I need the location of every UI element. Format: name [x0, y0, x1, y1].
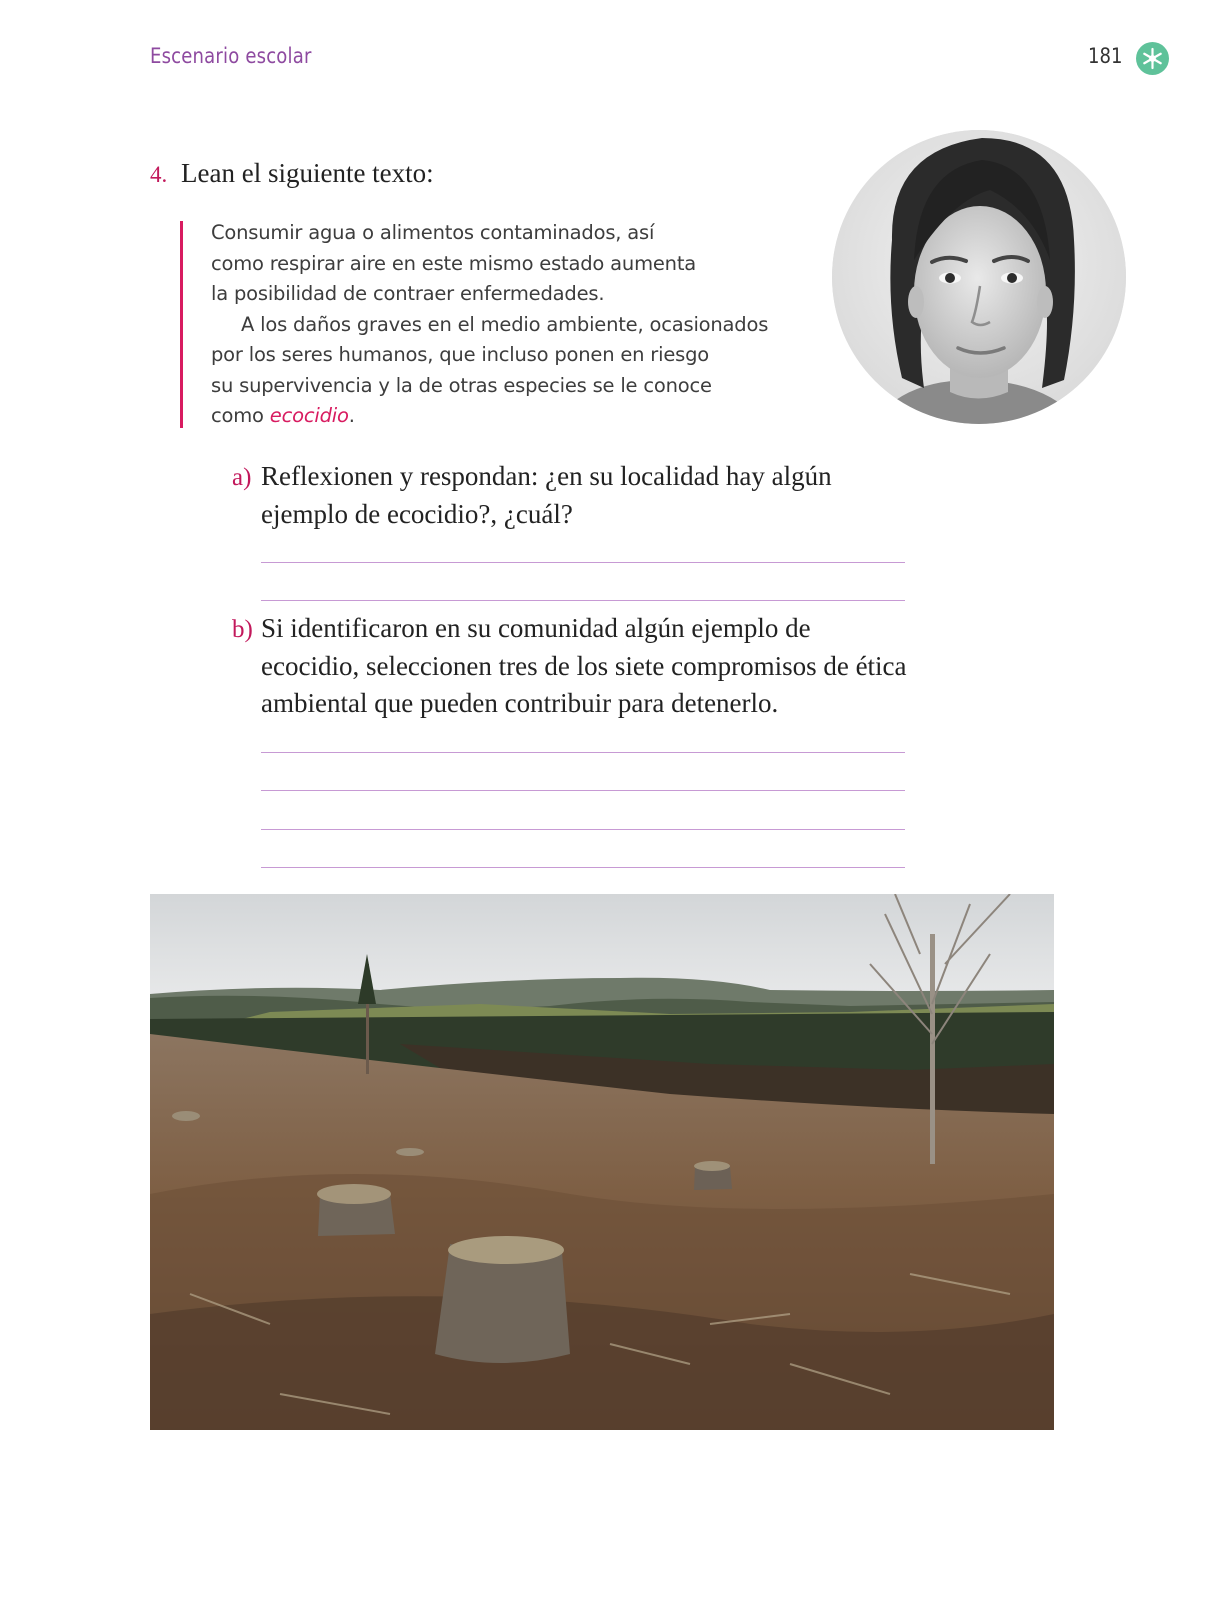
quote-suffix: . — [348, 404, 355, 427]
deforestation-photo — [150, 894, 1054, 1430]
item-a-line: ejemplo de ecocidio?, ¿cuál? — [261, 498, 573, 529]
answer-line-b4[interactable] — [261, 867, 905, 868]
quote-bar — [180, 221, 183, 428]
question-number: 4. — [150, 162, 168, 187]
quote-line: como respirar aire en este mismo estado aumenta — [211, 251, 697, 275]
item-b-text — [261, 610, 921, 723]
snowflake-icon — [1136, 42, 1169, 75]
page-number: 181 — [1088, 44, 1123, 68]
question-title: Lean el siguiente texto: — [181, 158, 434, 188]
item-b-letter: b) — [232, 616, 253, 643]
quote-prefix: como — [211, 404, 270, 427]
quote-line-last — [211, 401, 811, 432]
quote-line: Consumir agua o alimentos contaminados, así — [211, 221, 655, 244]
section-title: Escenario escolar — [150, 44, 312, 68]
item-b-line: ambiental que pueden contribuir para detenerlo. — [261, 688, 779, 718]
girl-portrait — [832, 130, 1126, 424]
answer-line-b1[interactable] — [261, 752, 905, 753]
answer-line-b2[interactable] — [261, 790, 905, 791]
item-a-text — [261, 458, 921, 533]
quote-line: su supervivencia y la de otras especies se le conoce — [211, 373, 712, 397]
item-b-line: Si identificaron en su comunidad algún ejemplo de — [261, 613, 811, 643]
quote-line: la posibilidad de contraer enfermedades. — [211, 282, 605, 305]
ecocidio-term: ecocidio — [269, 404, 349, 427]
answer-line-a1[interactable] — [261, 562, 905, 563]
answer-line-b3[interactable] — [261, 829, 905, 830]
answer-line-a2[interactable] — [261, 600, 905, 601]
item-b-line: ecocidio, seleccionen tres de los siete compromisos de ética — [261, 650, 907, 681]
quote-line: por los seres humanos, que incluso ponen en riesgo — [211, 343, 710, 366]
quote-text — [211, 218, 811, 432]
item-a-letter: a) — [232, 464, 252, 491]
item-a-line: Reflexionen y respondan: ¿en su localidad hay algún — [261, 461, 832, 491]
quote-line: A los daños graves en el medio ambiente, ocasionados — [241, 312, 769, 336]
